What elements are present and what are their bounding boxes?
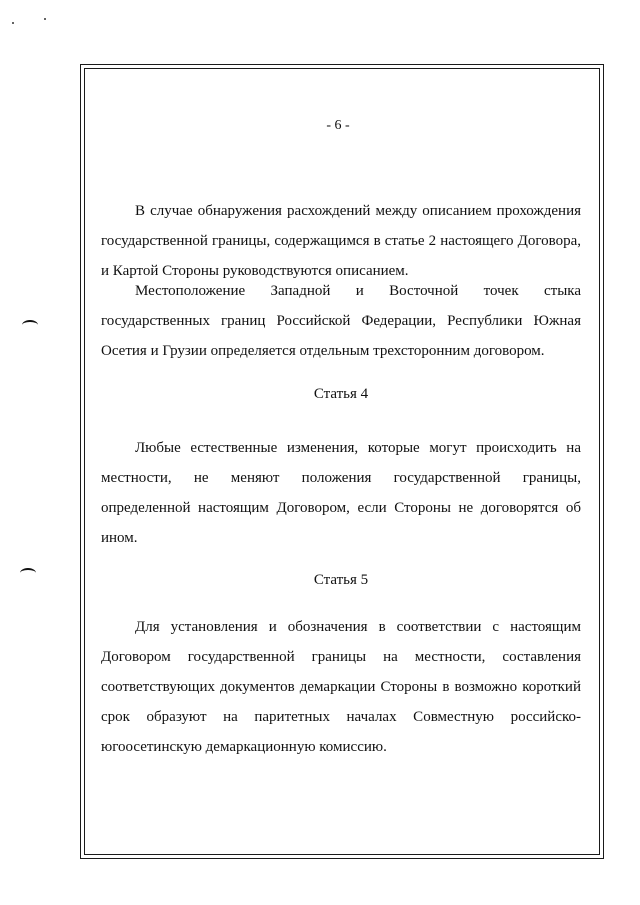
heading-article-4: Статья 4 <box>313 386 369 402</box>
binding-hole-mark-bottom <box>20 568 36 578</box>
scan-speck <box>12 22 14 24</box>
paragraph-junction-points: Местоположение Западной и Восточной точек стыка государственных границ Российской Федерации, Республики Южная Осетия и Грузии определяется отдельным трехсторонним договором. <box>101 283 581 359</box>
paragraph-discrepancy-rule: В случае обнаружения расхождений между описанием прохождения государственной границы, содержащимся в статье 2 настоящего Договора, и Картой Стороны руководствуются описанием. <box>101 203 581 279</box>
heading-article-5: Статья 5 <box>313 572 369 588</box>
page-number: - 6 - <box>326 118 350 133</box>
paragraph-natural-changes: Любые естественные изменения, которые могут происходить на местности, не меняют положения государственной границы, определенной настоящим Договором, если Стороны не договорятся об ином. <box>101 440 581 546</box>
binding-hole-mark-top <box>22 320 38 330</box>
scan-speck <box>44 18 46 20</box>
paragraph-demarcation-commission: Для установления и обозначения в соответствии с настоящим Договором государственной границы на местности, составления соответствующих документов демаркации Стороны в возможно короткий срок образуют на паритетных началах Совместную российско-югоосетинскую демаркационную комиссию. <box>101 619 581 755</box>
